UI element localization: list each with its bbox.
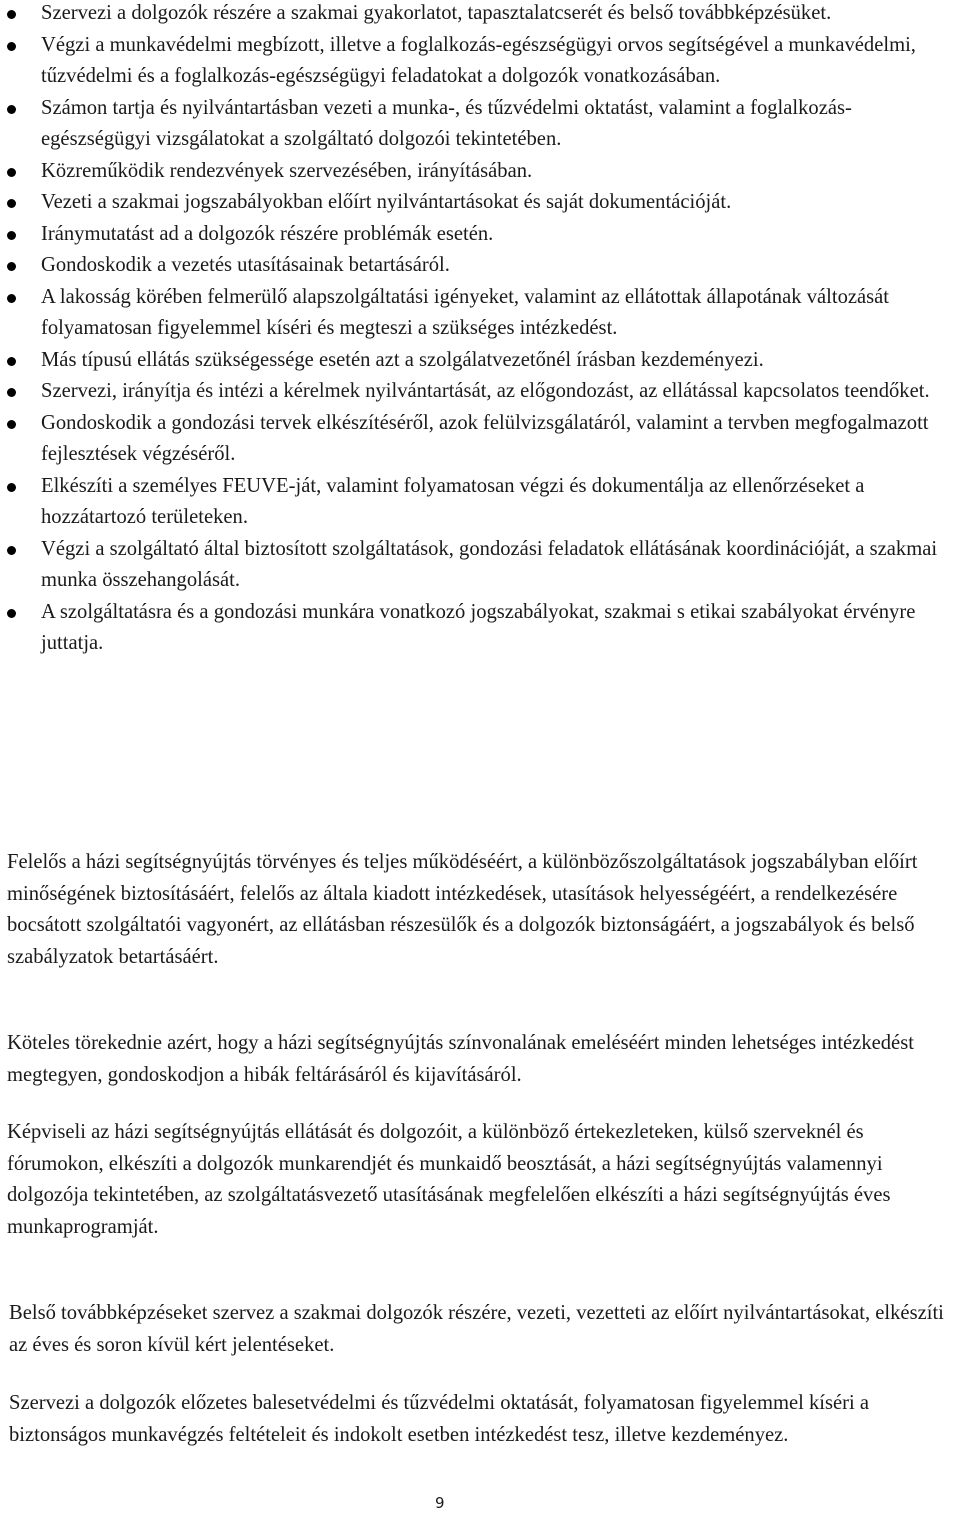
responsibility-paragraph: Felelős a házi segítségnyújtás törvényes és teljes működéséért, a különbözőszolgáltatások jogszabályban előírt minőségének biztosításáért, felelős az általa kiadott intézkedések, utasítások helyességéért, a rendelkezésére bocsátott szolgáltatói vagyonért, az ellátásban részesülők és a dolgozók biztonságáért, a jogszabályok és belső szabályzatok betartásáért. [7, 851, 918, 968]
list-item-text: A szolgáltatásra és a gondozási munkára vonatkozó jogszabályokat, szakmai s etikai szabályokat érvényre juttatja. [41, 600, 916, 654]
list-item-text: Szervezi, irányítja és intézi a kérelmek nyilvántartását, az előgondozást, az ellátással kapcsolatos teendőket. [41, 380, 930, 402]
bullet-icon [7, 105, 16, 114]
list-item [0, 156, 945, 188]
list-item-text: Gondoskodik a vezetés utasításainak betartásáról. [41, 254, 450, 276]
bullet-icon [7, 357, 16, 366]
page-number: 9 [435, 1494, 445, 1512]
list-item-text: Közreműködik rendezvények szervezésében, irányításában. [41, 159, 533, 182]
list-item [0, 408, 945, 471]
bullet-icon [7, 483, 16, 492]
improvement-paragraph: Köteles törekednie azért, hogy a házi segítségnyújtás színvonalának emeléséért minden lehetséges intézkedést megtegyen, gondoskodjon a hibák feltárásáról és kijavításáról. [7, 1032, 914, 1086]
bullet-icon [7, 420, 16, 429]
list-item-text: Elkészíti a személyes FEUVE-ját, valamint folyamatosan végzi és dokumentálja az ellenőrzéseket a hozzátartozó területeken. [41, 474, 865, 528]
bullet-icon [7, 231, 16, 240]
list-item-text: Gondoskodik a gondozási tervek elkészítéséről, azok felülvizsgálatáról, valamint a tervben megfogalmazott fejlesztések végzéséről. [41, 411, 929, 465]
list-item [0, 187, 945, 219]
list-item [0, 345, 945, 377]
list-item-text: Számon tartja és nyilvántartásban vezeti a munka-, és tűzvédelmi oktatást, valamint a foglalkozás-egészségügyi vizsgálatokat a szolgáltató dolgozói tekintetében. [41, 96, 852, 150]
bullet-icon [7, 199, 16, 208]
list-item [0, 597, 945, 660]
list-item [0, 534, 945, 597]
list-item-text: Más típusú ellátás szükségessége esetén azt a szolgálatvezetőnél írásban kezdeményezi. [41, 348, 764, 371]
duty-bullet-list [0, 0, 945, 660]
list-item [0, 376, 945, 408]
bullet-icon [7, 388, 16, 397]
bullet-icon [7, 168, 16, 177]
training-paragraph: Belső továbbképzéseket szervez a szakmai dolgozók részére, vezeti, vezetteti az előírt nyilvántartásokat, elkészíti az éves és soron kívül kért jelentéseket. [9, 1302, 944, 1356]
bullet-icon [7, 546, 16, 555]
bullet-icon [7, 294, 16, 303]
list-item [0, 471, 945, 534]
list-item-text: Végzi a munkavédelmi megbízott, illetve a foglalkozás-egészségügyi orvos segítségével a munkavédelmi, tűzvédelmi és a foglalkozás-egészségügyi feladatokat a dolgozók vonatkozásában. [41, 33, 916, 87]
list-item [0, 250, 945, 282]
list-item-text: Vezeti a szakmai jogszabályokban előírt nyilvántartásokat és saját dokumentációját. [41, 191, 732, 213]
safety-paragraph: Szervezi a dolgozók előzetes balesetvédelmi és tűzvédelmi oktatását, folyamatosan figyelemmel kíséri a biztonságos munkavégzés feltételeit és indokolt esetben intézkedést tesz, illetve kezdeményez. [9, 1392, 870, 1446]
representation-paragraph: Képviseli az házi segítségnyújtás ellátását és dolgozóit, a különböző értekezleteken, külső szerveknél és fórumokon, elkészíti a dolgozók munkarendjét és munkaidő beosztását, a házi segítségnyújtás valamennyi dolgozója tekintetében, az szolgáltatásvezető utasításának megfelelően elkészíti a házi segítségnyújtás éves munkaprogramját. [7, 1121, 891, 1238]
bullet-icon [7, 609, 16, 618]
list-item-text: Iránymutatást ad a dolgozók részére problémák esetén. [41, 222, 494, 245]
list-item [0, 219, 945, 251]
list-item-text: Végzi a szolgáltató által biztosított szolgáltatások, gondozási feladatok ellátásának koordinációját, a szakmai munka összehangolását. [41, 537, 938, 591]
list-item [0, 282, 945, 345]
list-item [0, 30, 945, 93]
list-item-text: A lakosság körében felmerülő alapszolgáltatási igényeket, valamint az ellátottak állapotának változását folyamatosan figyelemmel kíséri és megteszi a szükséges intézkedést. [41, 285, 890, 339]
bullet-icon [7, 10, 16, 19]
bullet-icon [7, 42, 16, 51]
list-item [0, 93, 945, 156]
list-item-text: Szervezi a dolgozók részére a szakmai gyakorlatot, tapasztalatcserét és belső továbbképzésüket. [41, 2, 832, 24]
list-item [0, 0, 945, 30]
bullet-icon [7, 262, 16, 271]
